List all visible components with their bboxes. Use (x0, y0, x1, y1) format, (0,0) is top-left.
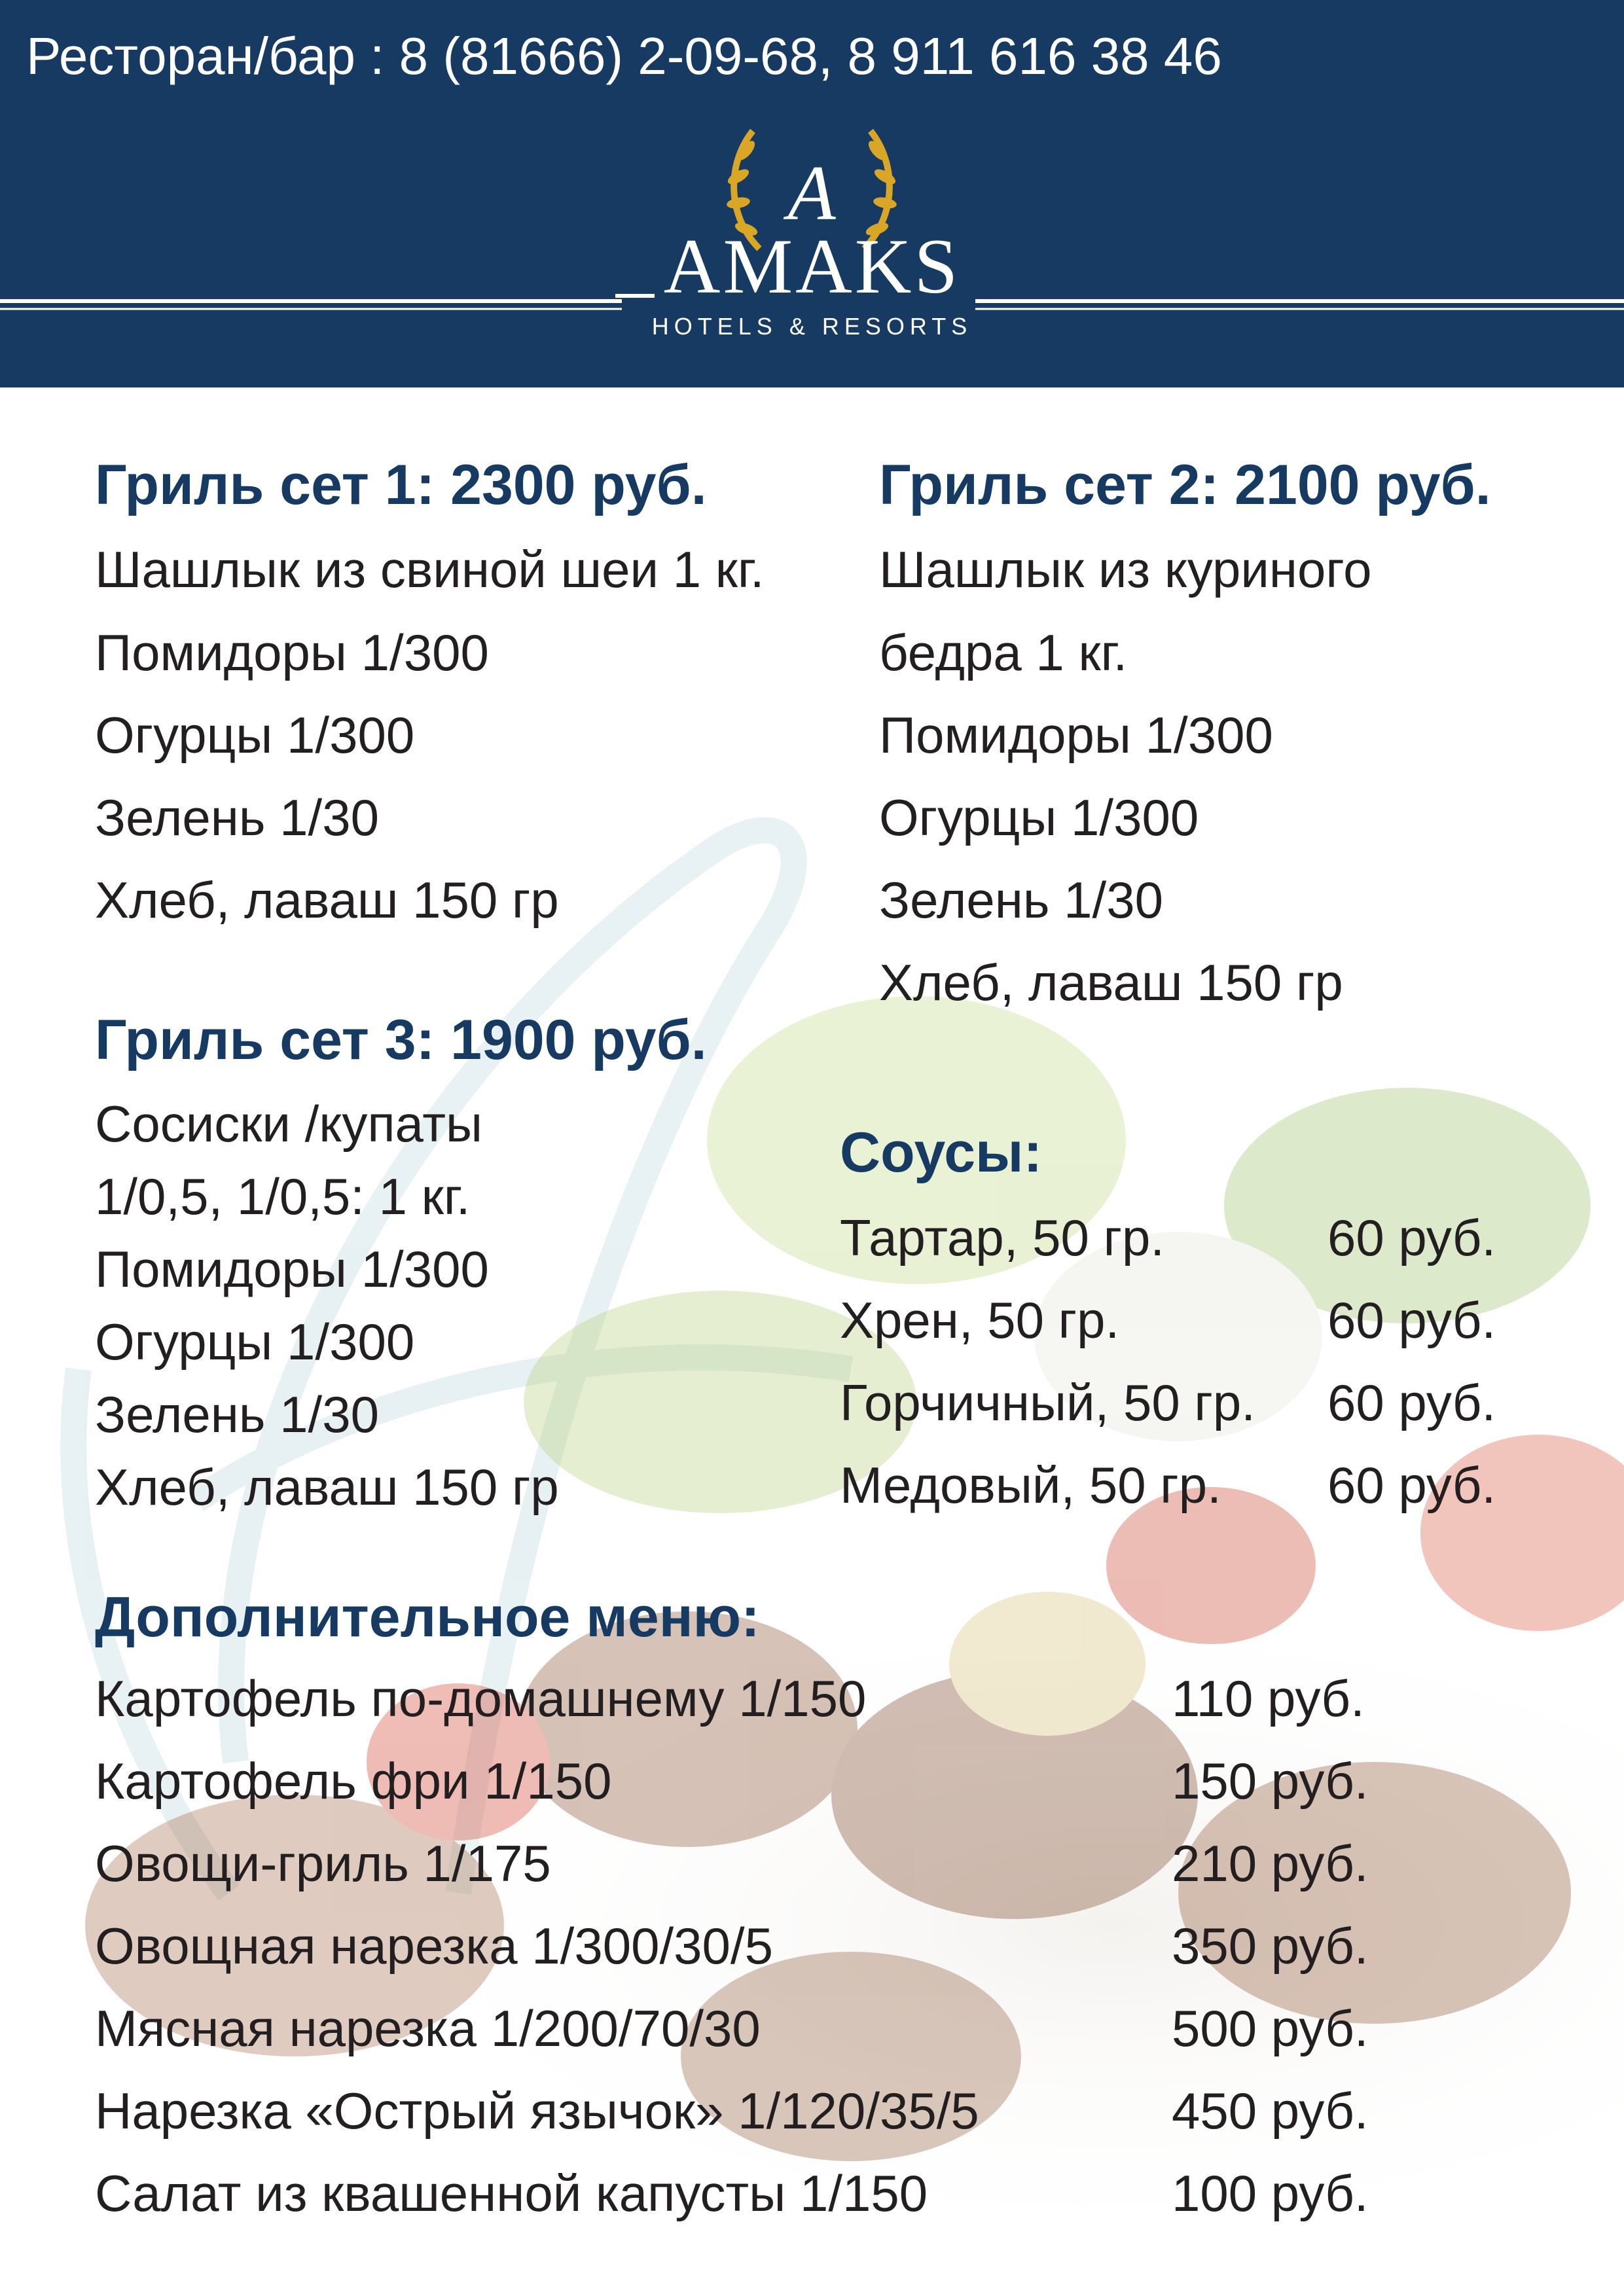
extra-menu-item: Салат из квашенной капусты 1/150 (95, 2164, 928, 2222)
extra-menu-price: 500 руб. (1172, 2000, 1369, 2057)
extra-menu-item: Картофель по-домашнему 1/150 (95, 1670, 867, 1727)
grill-set-2-item: Зелень 1/30 (879, 871, 1163, 929)
sauce-price: 60 руб. (1327, 1209, 1496, 1266)
sauce-price: 60 руб. (1327, 1291, 1496, 1349)
grill-set-2-item: бедра 1 кг. (879, 624, 1128, 681)
extra-menu-price: 450 руб. (1172, 2082, 1369, 2140)
grill-set-3-item: 1/0,5, 1/0,5: 1 кг. (95, 1168, 471, 1225)
grill-set-1-item: Огурцы 1/300 (95, 706, 415, 764)
extra-menu-price: 210 руб. (1172, 1835, 1369, 1892)
grill-set-3-title: Гриль сет 3: 1900 руб. (95, 1009, 707, 1071)
extra-menu-price: 150 руб. (1172, 1752, 1369, 1810)
sauces-title: Соусы: (840, 1121, 1043, 1184)
grill-set-3-item: Зелень 1/30 (95, 1386, 379, 1443)
grill-set-1-item: Хлеб, лаваш 150 гр (95, 871, 559, 929)
grill-set-1-title: Гриль сет 1: 2300 руб. (95, 454, 707, 516)
grill-set-2-item: Хлеб, лаваш 150 гр (879, 954, 1343, 1011)
sauce-name: Медовый, 50 гр. (840, 1456, 1221, 1514)
logo-letter: A (787, 149, 836, 236)
extra-menu-item: Нарезка «Острый язычок» 1/120/35/5 (95, 2082, 979, 2140)
header-banner (0, 0, 1624, 387)
grill-set-1-item: Шашлык из свиной шеи 1 кг. (95, 541, 765, 598)
grill-set-3-item: Огурцы 1/300 (95, 1313, 415, 1371)
brand-name: AMAKS (663, 223, 961, 310)
extra-menu-title: Дополнительное меню: (95, 1586, 760, 1649)
extra-menu-item: Мясная нарезка 1/200/70/30 (95, 2000, 761, 2057)
brand-subtitle: HOTELS & RESORTS (651, 313, 973, 340)
grill-set-1-item: Помидоры 1/300 (95, 624, 489, 681)
sauce-name: Хрен, 50 гр. (840, 1291, 1120, 1349)
grill-set-2-item: Огурцы 1/300 (879, 789, 1199, 846)
grill-set-1-item: Зелень 1/30 (95, 789, 379, 846)
grill-set-3-item: Сосиски /купаты (95, 1095, 483, 1153)
restaurant-contact: Ресторан/бар : 8 (81666) 2-09-68, 8 911 616 38 46 (26, 27, 1222, 85)
sauce-price: 60 руб. (1327, 1456, 1496, 1514)
sauce-name: Тартар, 50 гр. (840, 1209, 1165, 1266)
extra-menu-price: 110 руб. (1172, 1670, 1365, 1727)
grill-set-2-item: Шашлык из куриного (879, 541, 1372, 598)
grill-set-2-item: Помидоры 1/300 (879, 706, 1273, 764)
extra-menu-item: Картофель фри 1/150 (95, 1752, 612, 1810)
extra-menu-price: 350 руб. (1172, 1917, 1369, 1975)
sauce-price: 60 руб. (1327, 1374, 1496, 1431)
extra-menu-item: Овощи-гриль 1/175 (95, 1835, 551, 1892)
extra-menu-item: Овощная нарезка 1/300/30/5 (95, 1917, 773, 1975)
extra-menu-price: 100 руб. (1172, 2164, 1369, 2222)
sauce-name: Горчичный, 50 гр. (840, 1374, 1255, 1431)
grill-set-2-title: Гриль сет 2: 2100 руб. (879, 454, 1491, 516)
grill-set-3-item: Хлеб, лаваш 150 гр (95, 1458, 559, 1516)
grill-set-3-item: Помидоры 1/300 (95, 1240, 489, 1298)
